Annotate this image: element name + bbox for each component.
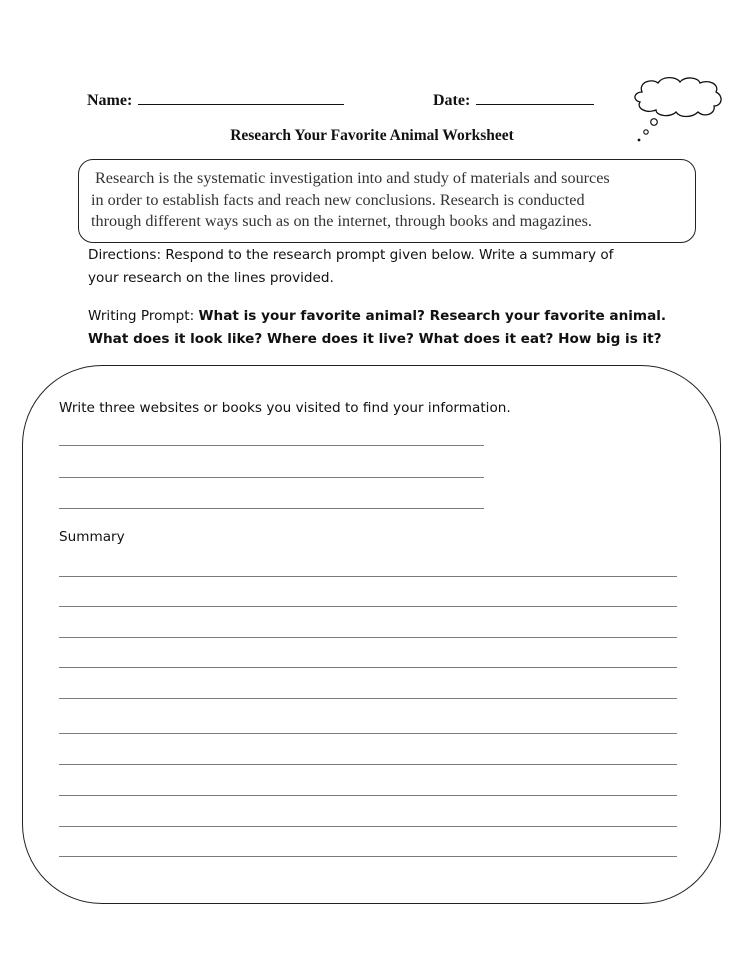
prompt-question: What does it look like? Where does it live? What does it eat? How big is it? xyxy=(88,331,662,347)
prompt-label: Writing Prompt: xyxy=(88,308,199,324)
source-line-1[interactable] xyxy=(59,445,484,446)
directions-line: Directions: Respond to the research prompt given below. Write a summary of xyxy=(88,247,614,263)
date-input-line[interactable] xyxy=(476,90,594,105)
definition-line: Research is the systematic investigation into and study of materials and sources xyxy=(95,169,610,187)
date-label: Date: xyxy=(433,92,471,109)
summary-line-5[interactable] xyxy=(59,698,677,699)
definition-line: through different ways such as on the internet, through books and magazines. xyxy=(91,212,592,230)
summary-line-1[interactable] xyxy=(59,576,677,577)
source-line-2[interactable] xyxy=(59,477,484,478)
summary-line-8[interactable] xyxy=(59,795,677,796)
directions xyxy=(88,244,613,290)
definition-line: in order to establish facts and reach new conclusions. Research is conducted xyxy=(91,190,585,209)
summary-line-2[interactable] xyxy=(59,606,677,607)
summary-label: Summary xyxy=(59,529,125,545)
directions-line: your research on the lines provided. xyxy=(88,270,334,286)
prompt-question: What is your favorite animal? Research your favorite animal. xyxy=(198,308,667,324)
summary-line-3[interactable] xyxy=(59,637,677,638)
summary-line-9[interactable] xyxy=(59,826,677,827)
date-field[interactable] xyxy=(433,90,594,110)
summary-line-6[interactable] xyxy=(59,733,677,734)
definition-box xyxy=(78,159,696,243)
sources-instruction: Write three websites or books you visited to find your information. xyxy=(59,400,511,416)
worksheet-title: Research Your Favorite Animal Worksheet xyxy=(230,127,514,144)
summary-line-4[interactable] xyxy=(59,667,677,668)
writing-prompt xyxy=(88,305,666,351)
name-label: Name: xyxy=(87,92,133,109)
summary-line-7[interactable] xyxy=(59,764,677,765)
source-line-3[interactable] xyxy=(59,508,484,509)
summary-line-10[interactable] xyxy=(59,856,677,857)
name-input-line[interactable] xyxy=(138,90,344,105)
name-field[interactable] xyxy=(87,90,344,110)
